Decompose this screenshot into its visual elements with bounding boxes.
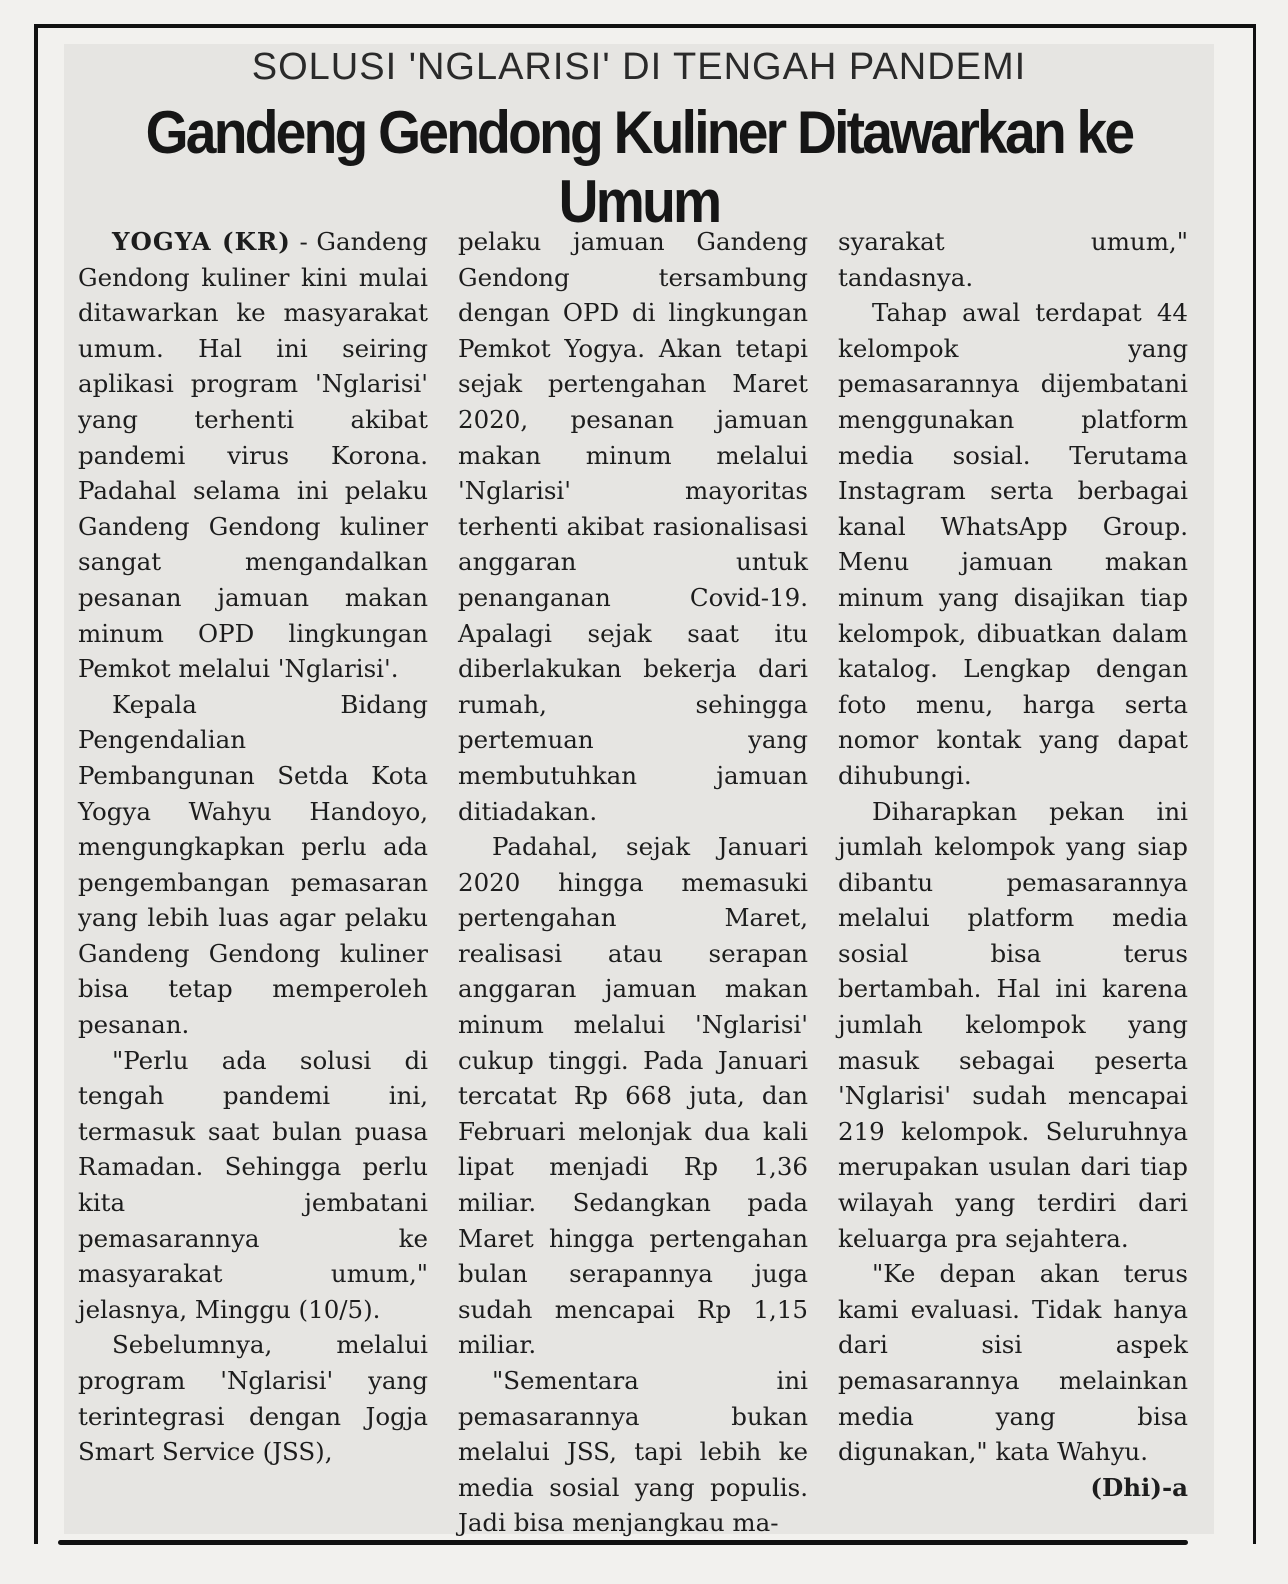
column-3 [838,224,1188,1514]
article-headline: Gandeng Gendong Kuliner Ditawarkan ke Umum [145,99,1133,235]
dateline: YOGYA (KR) [112,227,291,256]
paragraph: Tahap awal terdapat 44 kelompok yang pemasarannya dijembatani menggunakan platform media sosial. Terutama Instagram serta berbagai kanal WhatsApp Group. Menu jamuan makan minum yang disajikan tiap kelompok, dibuatkan dalam katalog. Lengkap dengan foto menu, harga serta nomor kontak yang dapat dihubungi. [838,298,1188,790]
paragraph-text: - Gandeng Gendong kuliner kini mulai ditawarkan ke masyarakat umum. Hal ini seiring aplikasi program 'Nglarisi' yang terhenti akibat pandemi virus Korona. Padahal selama ini pelaku Gandeng Gendong kuliner sangat mengandalkan pesanan jamuan makan minum OPD lingkungan Pemkot melalui 'Nglarisi'. [78,227,428,684]
paragraph [838,1256,1188,1502]
paragraph: Diharapkan pekan ini jumlah kelompok yang siap dibantu pemasarannya melalui platform media sosial bisa terus bertambah. Hal ini karena jumlah kelompok yang masuk sebagai peserta 'Nglarisi' sudah mencapai 219 kelompok. Seluruhnya merupakan usulan dari tiap wilayah yang terdiri dari keluarga pra sejahtera. [838,796,1188,1253]
paragraph: Sebelumnya, melalui program 'Nglarisi' yang terintegrasi dengan Jogja Smart Service (JSS), [78,1330,428,1467]
article-kicker: SOLUSI 'NGLARISI' DI TENGAH PANDEMI [251,46,1027,88]
paragraph-text: "Ke depan akan terus kami evaluasi. Tidak hanya dari sisi aspek pemasarannya melainkan media yang bisa digunakan," kata Wahyu. [838,1259,1188,1467]
paragraph [78,224,428,687]
paragraph: Kepala Bidang Pengendalian Pembangunan Setda Kota Yogya Wahyu Handoyo, mengungkapkan perlu ada pengembangan pemasaran yang lebih luas agar pelaku Gandeng Gendong kuliner bisa tetap memperoleh pesanan. [78,689,428,1040]
paragraph: pelaku jamuan Gandeng Gendong tersambung dengan OPD di lingkungan Pemkot Yogya. Akan tetapi sejak pertengahan Maret 2020, pesanan jamuan makan minum melalui 'Nglarisi' mayoritas terhenti akibat rasionalisasi anggaran untuk penanganan Covid-19. Apalagi sejak saat itu diberlakukan bekerja dari rumah, sehingga pertemuan yang membutuhkan jamuan ditiadakan. [458,227,808,826]
byline: (Dhi)-a [1090,1472,1188,1502]
column-1 [78,224,428,1514]
paragraph: Padahal, sejak Januari 2020 hingga memasuki pertengahan Maret, realisasi atau serapan anggaran jamuan makan minum melalui 'Nglarisi' cukup tinggi. Pada Januari tercatat Rp 668 juta, dan Februari melonjak dua kali lipat menjadi Rp 1,36 miliar. Sedangkan pada Maret hingga pertengahan bulan serapannya juga sudah mencapai Rp 1,15 miliar. [458,832,808,1360]
column-2 [458,224,808,1538]
paragraph: syarakat umum," tandasnya. [838,227,1188,292]
paragraph: "Perlu ada solusi di tengah pandemi ini, termasuk saat bulan puasa Ramadan. Sehingga perlu kita jembatani pemasarannya ke masyarakat umum," jelasnya, Minggu (10/5). [78,1045,428,1324]
article-body [78,224,1188,1538]
paragraph: "Sementara ini pemasarannya bukan melalui JSS, tapi lebih ke media sosial yang populis. Jadi bisa menjangkau ma- [458,1366,808,1538]
